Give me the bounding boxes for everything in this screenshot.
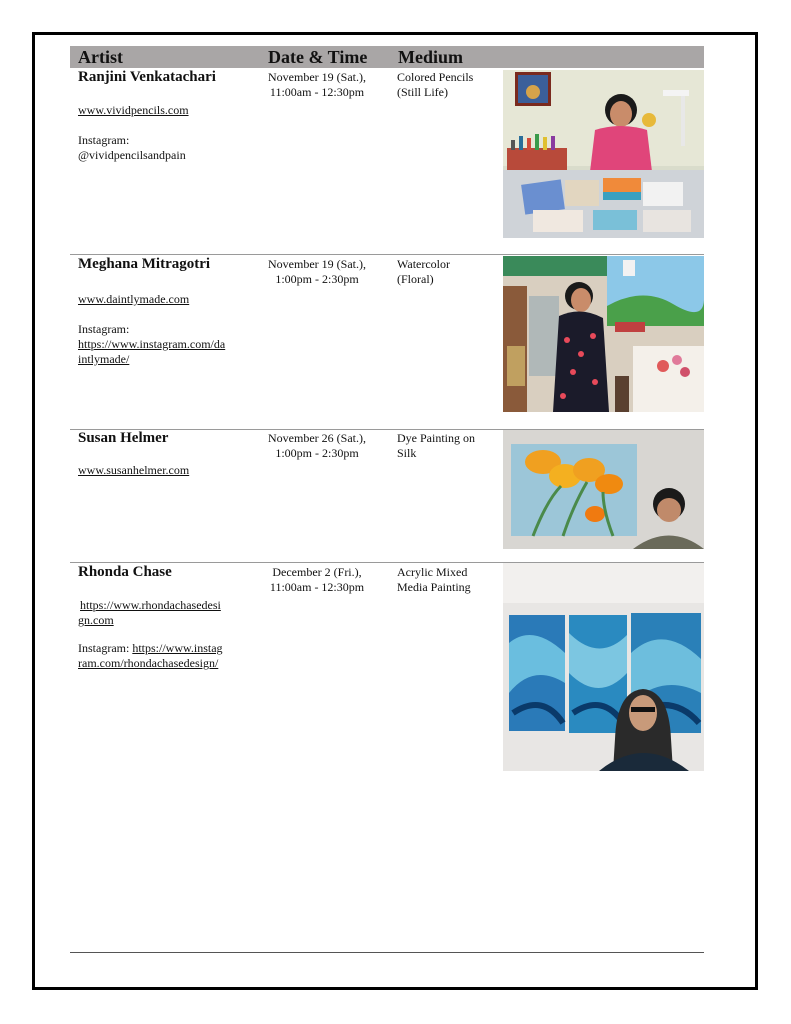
medium-line: Dye Painting on [397,431,475,445]
event-time-line: 11:00am - 12:30pm [269,580,365,594]
instagram-link[interactable] [78,337,225,367]
event-date-line: November 19 (Sat.), [268,70,366,84]
event-date [257,565,377,595]
instagram-label: Instagram: [78,133,130,147]
event-date [257,70,377,100]
instagram-link-line[interactable]: intlymade/ [78,352,130,366]
event-time-line: 11:00am - 12:30pm [269,85,365,99]
medium [397,565,471,595]
artist-name: Rhonda Chase [78,564,172,580]
event-date-line: December 2 (Fri.), [272,565,362,579]
instagram-label: Instagram: [78,322,130,336]
medium-line: (Floral) [397,272,434,286]
header-artist: Artist [78,47,123,67]
footer-divider [70,952,704,953]
instagram-link-line[interactable]: https://www.instag [132,641,223,655]
medium-line: (Still Life) [397,85,448,99]
artist-photo [503,563,704,771]
artist-photo [503,256,704,412]
instagram-label: Instagram: [78,641,130,655]
event-time-line: 1:00pm - 2:30pm [275,272,359,286]
artist-website-link[interactable]: www.daintlymade.com [78,292,190,306]
instagram-block [78,641,223,671]
artist-name: Meghana Mitragotri [78,256,211,272]
artist-name: Susan Helmer [78,430,169,446]
medium-line: Silk [397,446,417,460]
artist-name: Ranjini Venkatachari [78,69,216,85]
instagram-handle: @vividpencilsandpain [78,148,186,162]
medium-line: Colored Pencils [397,70,474,84]
artist-website-link[interactable]: www.susanhelmer.com [78,463,190,477]
medium-line: Media Painting [397,580,471,594]
event-date [257,431,377,461]
row-divider [70,254,704,255]
event-date-line: November 26 (Sat.), [268,431,366,445]
header-medium: Medium [398,47,463,67]
table-header [70,46,704,68]
website-link-line[interactable]: https://www.rhondachasedesi [80,598,221,612]
artist-photo [503,70,704,238]
artist-website-link[interactable]: www.vividpencils.com [78,103,189,117]
medium-line: Acrylic Mixed [397,565,468,579]
instagram-link-line[interactable]: https://www.instagram.com/da [78,337,226,351]
medium-line: Watercolor [397,257,451,271]
header-date-time: Date & Time [268,47,368,67]
artist-photo [503,430,704,549]
website-link-line[interactable]: gn.com [78,613,114,627]
medium [397,257,450,287]
artist-website-link[interactable] [80,598,221,628]
medium [397,70,473,100]
instagram-link-line[interactable]: ram.com/rhondachasedesign/ [78,656,219,670]
medium [397,431,475,461]
event-date-line: November 19 (Sat.), [268,257,366,271]
event-date [257,257,377,287]
event-time-line: 1:00pm - 2:30pm [275,446,359,460]
